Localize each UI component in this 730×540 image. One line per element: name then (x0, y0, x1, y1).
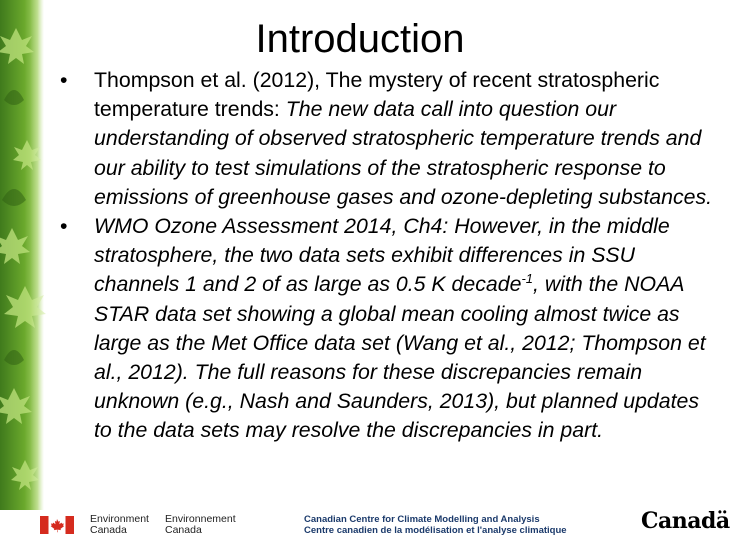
bullet-2-superscript: -1 (521, 271, 533, 287)
bullet-2-quote-post: , with the NOAA STAR data set showing a global mean cooling almost twice as large as the Met Office data set (Wang et al., 2012; Thompson et al., 2012). The full reasons for these discrepancies remain unknown (e.g., Nash and Saunders, 2013), but planned updates to the data sets may resolve the discrepancies in part. (94, 272, 706, 443)
bullet-icon: • (60, 68, 68, 92)
bullet-list (58, 66, 718, 446)
leaf-fade (30, 0, 60, 510)
list-item (58, 212, 718, 446)
centre-name (304, 515, 567, 536)
dept-name-fr (165, 514, 236, 536)
dept-name-en (90, 514, 149, 536)
canada-wordmark: Canadä (641, 508, 730, 534)
canada-flag-icon (40, 516, 74, 534)
slide-title-text: Introduction (255, 17, 465, 61)
dept-fr-line-1: Environnement (165, 513, 236, 525)
bullet-1-lead: Thompson et al. (2012), The mystery of recent stratospheric temperature trends: (94, 68, 660, 122)
slide-title (0, 14, 720, 64)
dept-en-line-2: Canada (90, 524, 127, 536)
bullet-1-quote: The new data call into question our understanding of observed stratospheric temperature trends and our ability to test simulations of the stratospheric response to emissions of greenhouse gases and ozone-depleting substances. (94, 97, 713, 209)
bullet-2-quote-pre: WMO Ozone Assessment 2014, Ch4: However, in the middle stratosphere, the two data sets exhibit differences in SSU channels 1 and 2 of as large as 0.5 K decade (94, 214, 670, 297)
centre-name-en: Canadian Centre for Climate Modelling and Analysis (304, 514, 540, 525)
dept-en-line-1: Environment (90, 513, 149, 525)
centre-name-fr: Centre canadien de la modélisation et l'analyse climatique (304, 524, 567, 536)
dept-fr-line-2: Canada (165, 524, 202, 536)
bullet-icon: • (60, 214, 68, 239)
list-item (58, 66, 718, 212)
